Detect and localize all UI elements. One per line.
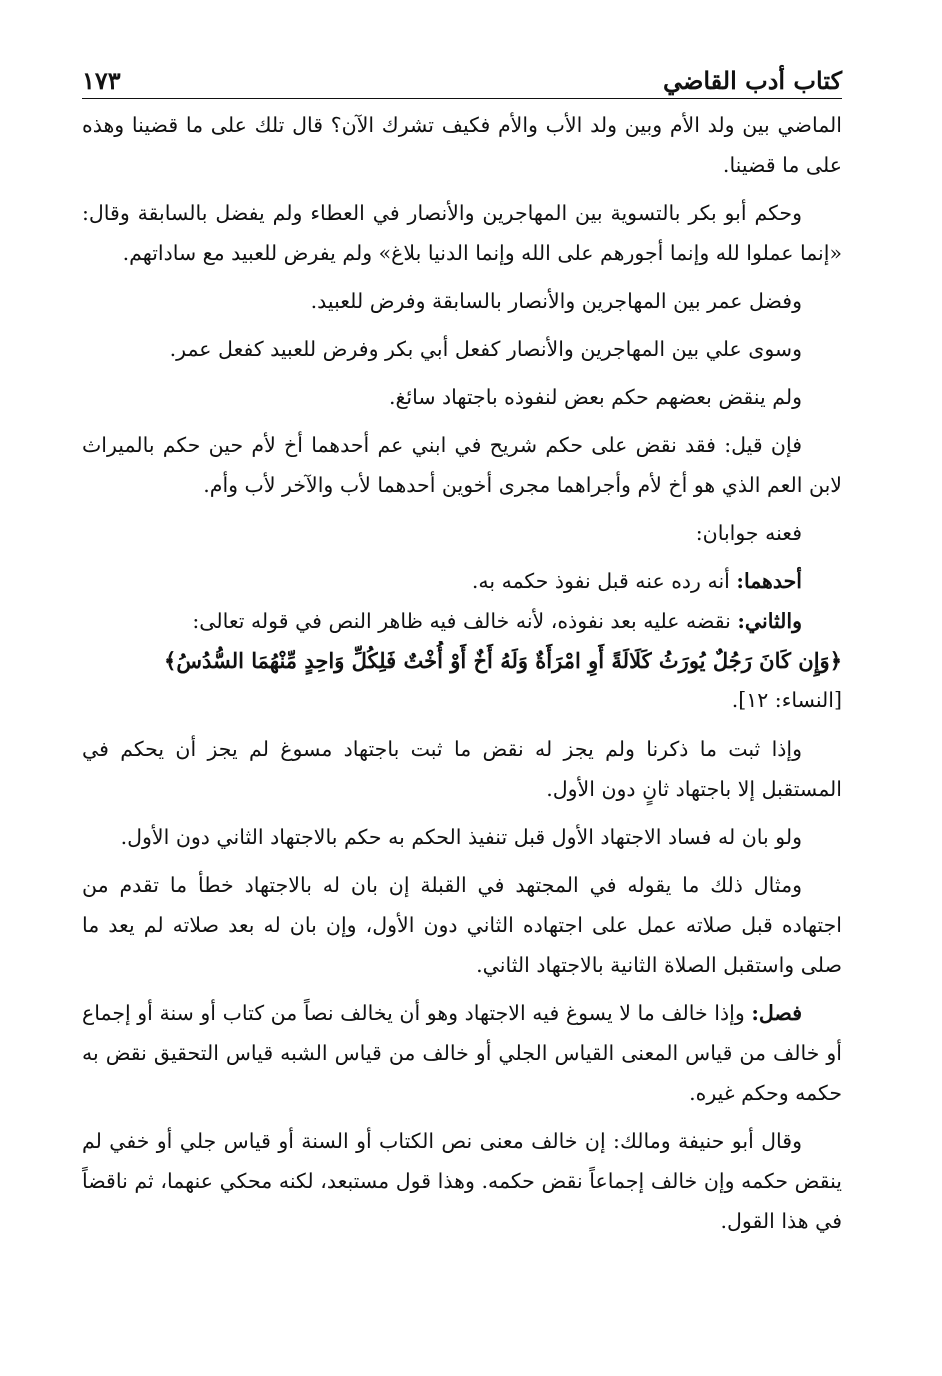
answer-second-text: نقضه عليه بعد نفوذه، لأنه خالف فيه ظاهر النص في قوله تعالى: [192, 609, 738, 633]
paragraph-ali: وسوى علي بين المهاجرين والأنصار كفعل أبي بكر وفرض للعبيد كفعل عمر. [169, 337, 802, 361]
paragraph-established-ijtihad: وإذا ثبت ما ذكرنا ولم يجز له نقض ما ثبت باجتهاد مسوغ لم يجز أن يحكم في المستقبل إلا باجتهاد ثانٍ دون الأول. [82, 737, 842, 801]
answer-second-lead: والثاني: [737, 609, 802, 633]
page [82, 62, 842, 1249]
paragraph-abu-bakr: وحكم أبو بكر بالتسوية بين المهاجرين والأنصار في العطاء ولم يفضل بالسابقة وقال: «إنما عملوا لله وإنما أجورهم على الله وإنما الدنيا بلاغ» ولم يفرض للعبيد مع ساداتهم. [82, 201, 842, 265]
book-title: كتاب أدب القاضي [662, 65, 842, 95]
verse-reference: [النساء: ١٢]. [731, 688, 842, 712]
paragraph-objection: فإن قيل: فقد نقض على حكم شريح في ابني عم أحدهما أخ لأم حين حكم بالميراث لابن العم الذي هو أخ لأم وأجراهما مجرى أخوين أحدهما لأب والآخر لأب وأم. [82, 433, 842, 497]
running-header [82, 62, 842, 99]
fasl-lead: فصل: [751, 1001, 802, 1025]
paragraph-continuation: الماضي بين ولد الأم وبين ولد الأب والأم فكيف تشرك الآن؟ قال تلك على ما قضينا وهذه على ما قضينا. [82, 113, 842, 177]
paragraph-qibla-example: ومثال ذلك ما يقوله في المجتهد في القبلة إن بان له بالاجتهاد خطأ ما تقدم من اجتهاده قبل صلاته عمل على اجتهاده الثاني دون الأول، وإن بان له بعد صلاته لم يعد ما صلى واستقبل الصلاة الثانية بالاجتهاد الثاني. [82, 873, 842, 977]
paragraph-no-revocation: ولم ينقض بعضهم حكم بعض لنفوذه باجتهاد سائغ. [388, 385, 802, 409]
answer-first [82, 561, 842, 601]
answer-second [82, 601, 842, 641]
answer-first-text: أنه رده عنه قبل نفوذ حكمه به. [471, 569, 737, 593]
paragraph-abu-hanifa-malik: وقال أبو حنيفة ومالك: إن خالف معنى نص الكتاب أو السنة أو قياس جلي أو خفي لم ينقض حكمه وإن خالف إجماعاً نقض حكمه. وهذا قول مستبعد، لكنه محكي عنهما، ثم ناقضاً في هذا القول. [82, 1129, 842, 1233]
section-fasl [82, 993, 842, 1113]
page-number: ١٧٣ [82, 65, 121, 95]
answer-first-lead: أحدهما: [736, 569, 802, 593]
fasl-text: وإذا خالف ما لا يسوغ فيه الاجتهاد وهو أن يخالف نصاً من كتاب أو سنة أو إجماع أو خالف من قياس المعنى القياس الجلي أو خالف من قياس الشبه قياس التحقيق نقض به حكمه وحكم غيره. [82, 1001, 842, 1105]
paragraph-before-execution: ولو بان له فساد الاجتهاد الأول قبل تنفيذ الحكم به حكم بالاجتهاد الثاني دون الأول. [120, 825, 802, 849]
paragraph-two-answers: فعنه جوابان: [695, 521, 802, 545]
paragraph-umar: وفضل عمر بين المهاجرين والأنصار بالسابقة وفرض للعبيد. [310, 289, 802, 313]
quran-verse: ﴿وَإِن كَانَ رَجُلٌ يُورَثُ كَلَالَةً أَوِ امْرَأَةٌ وَلَهُ أَخٌ أَوْ أُخْتٌ فَلِكُلِّ وَاحِدٍ مِّنْهُمَا السُّدُسُ﴾ [164, 648, 842, 673]
